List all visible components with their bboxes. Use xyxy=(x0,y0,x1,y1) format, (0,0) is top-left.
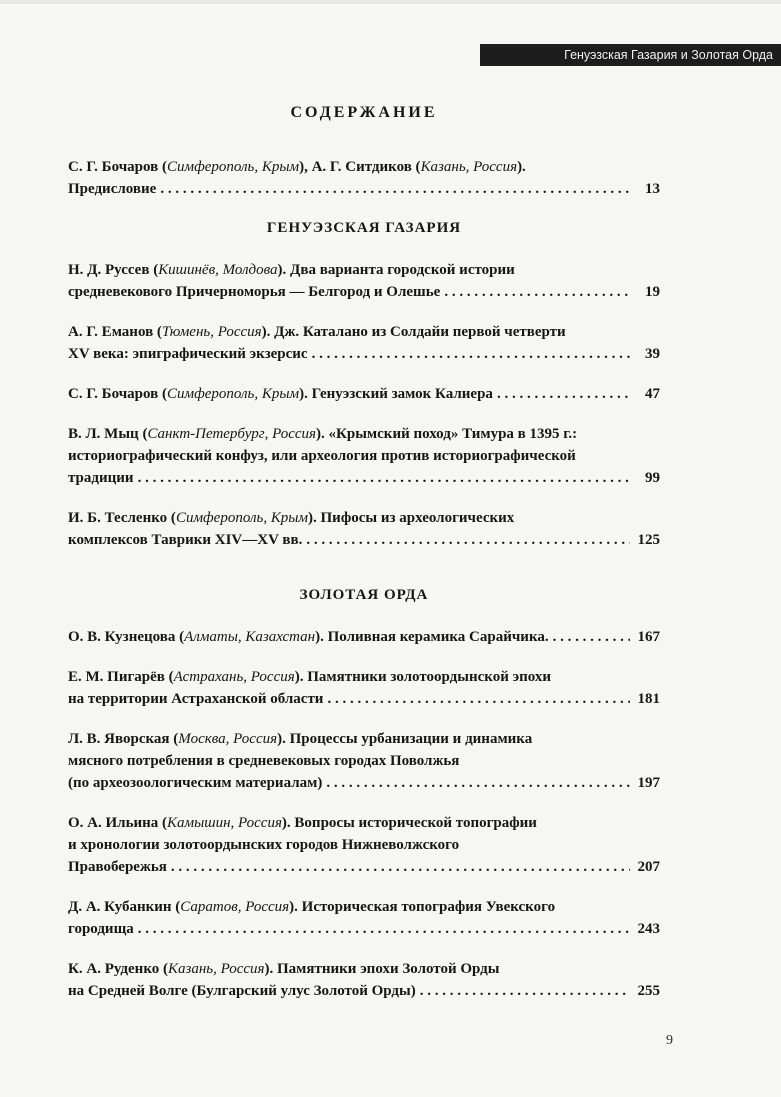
entry-line: городища . . . 243 xyxy=(68,918,660,940)
entry-line: Л. В. Яворская (Москва, Россия). Процессы урбанизации и динамика xyxy=(68,731,533,747)
toc-entry[interactable] xyxy=(68,666,660,710)
leader-dots xyxy=(326,772,630,794)
entry-line: С. Г. Бочаров (Симферополь, Крым). Генуэзский замок Калиера . . . 47 xyxy=(68,383,660,405)
toc-entry[interactable] xyxy=(68,896,660,940)
toc-entry[interactable] xyxy=(68,958,660,1002)
toc-entry[interactable] xyxy=(68,383,660,405)
entry-line xyxy=(68,156,660,178)
entry-page-number: 167 xyxy=(637,629,660,645)
entry-line: К. А. Руденко (Казань, Россия). Памятники эпохи Золотой Орды xyxy=(68,961,500,977)
entry-line: Н. Д. Руссев (Кишинёв, Молдова). Два варианта городской истории xyxy=(68,262,515,278)
toc-entry[interactable] xyxy=(68,423,660,489)
entry-line: Е. М. Пигарёв (Астрахань, Россия). Памятники золотоордынской эпохи xyxy=(68,669,551,685)
entry-line: мясного потребления в средневековых городах Поволжья xyxy=(68,753,460,769)
section-title-golden-horde: ЗОЛОТАЯ ОРДА xyxy=(299,587,429,603)
entry-line: А. Г. Еманов (Тюмень, Россия). Дж. Каталано из Солдайи первой четверти xyxy=(68,324,566,340)
toc-entry[interactable] xyxy=(68,626,660,648)
entry-authors: С. Г. Бочаров (Симферополь, Крым), А. Г. Ситдиков (Казань, Россия). xyxy=(68,159,526,175)
leader-dots xyxy=(138,467,630,489)
toc-entry[interactable] xyxy=(68,812,660,878)
entry-page-number: 13 xyxy=(645,181,660,197)
entry-line: (по археозоологическим материалам) . . . 197 xyxy=(68,772,660,794)
entry-title: Предисловие xyxy=(68,181,157,197)
leader-dots xyxy=(138,918,630,940)
table-of-contents xyxy=(68,104,660,1020)
entry-page-number: 181 xyxy=(637,691,660,707)
entry-page-number: 207 xyxy=(637,859,660,875)
entry-page-number: 197 xyxy=(637,775,660,791)
toc-entry[interactable] xyxy=(68,321,660,365)
entry-page-number: 19 xyxy=(645,284,660,300)
entry-line: О. А. Ильина (Камышин, Россия). Вопросы исторической топографии xyxy=(68,815,537,831)
entry-page-number: 255 xyxy=(637,983,660,999)
toc-entry[interactable] xyxy=(68,259,660,303)
entry-line: XV века: эпиграфический экзерсис . . . 39 xyxy=(68,343,660,365)
leader-dots xyxy=(497,383,630,405)
page-number: 9 xyxy=(666,1033,673,1048)
entry-line: историографический конфуз, или археология против историографической xyxy=(68,448,576,464)
entry-line xyxy=(68,178,660,200)
entry-line: на территории Астраханской области . . . 181 xyxy=(68,688,660,710)
leader-dots xyxy=(171,856,630,878)
leader-dots xyxy=(444,281,630,303)
entry-line: В. Л. Мыц (Санкт-Петербург, Россия). «Крымский поход» Тимура в 1395 г.: xyxy=(68,426,578,442)
section-title-genoese-gazaria: ГЕНУЭЗСКАЯ ГАЗАРИЯ xyxy=(266,220,462,236)
page-top-edge xyxy=(0,0,781,4)
leader-dots xyxy=(327,688,630,710)
toc-title: СОДЕРЖАНИЕ xyxy=(290,104,438,121)
leader-dots xyxy=(306,529,630,551)
entry-line: О. В. Кузнецова (Алматы, Казахстан). Поливная керамика Сарайчика. . . . 167 xyxy=(68,626,660,648)
entry-page-number: 39 xyxy=(645,346,660,362)
leader-dots xyxy=(553,626,630,648)
entry-line: Правобережья . . . 207 xyxy=(68,856,660,878)
toc-entry-preface[interactable] xyxy=(68,156,660,200)
entry-line: комплексов Таврики XIV—XV вв. . . . 125 xyxy=(68,529,660,551)
running-head-bar xyxy=(480,22,781,62)
entry-page-number: 125 xyxy=(637,532,660,548)
running-head: Генуэзская Газария и Золотая Орда xyxy=(480,44,781,66)
entry-line: средневекового Причерноморья — Белгород и Олешье . . . 19 xyxy=(68,281,660,303)
leader-dots xyxy=(160,178,630,200)
entry-page-number: 243 xyxy=(637,921,660,937)
entry-line: Д. А. Кубанкин (Саратов, Россия). Историческая топография Увекского xyxy=(68,899,556,915)
entry-line: И. Б. Тесленко (Симферополь, Крым). Пифосы из археологических xyxy=(68,510,515,526)
toc-entry[interactable] xyxy=(68,728,660,794)
entry-line: и хронологии золотоордынских городов Нижневолжского xyxy=(68,837,460,853)
leader-dots xyxy=(420,980,630,1002)
leader-dots xyxy=(312,343,630,365)
entry-page-number: 47 xyxy=(645,386,660,402)
entry-line: традиции . . . 99 xyxy=(68,467,660,489)
toc-entry[interactable] xyxy=(68,507,660,551)
entry-line: на Средней Волге (Булгарский улус Золотой Орды) . . . 255 xyxy=(68,980,660,1002)
entry-page-number: 99 xyxy=(645,470,660,486)
